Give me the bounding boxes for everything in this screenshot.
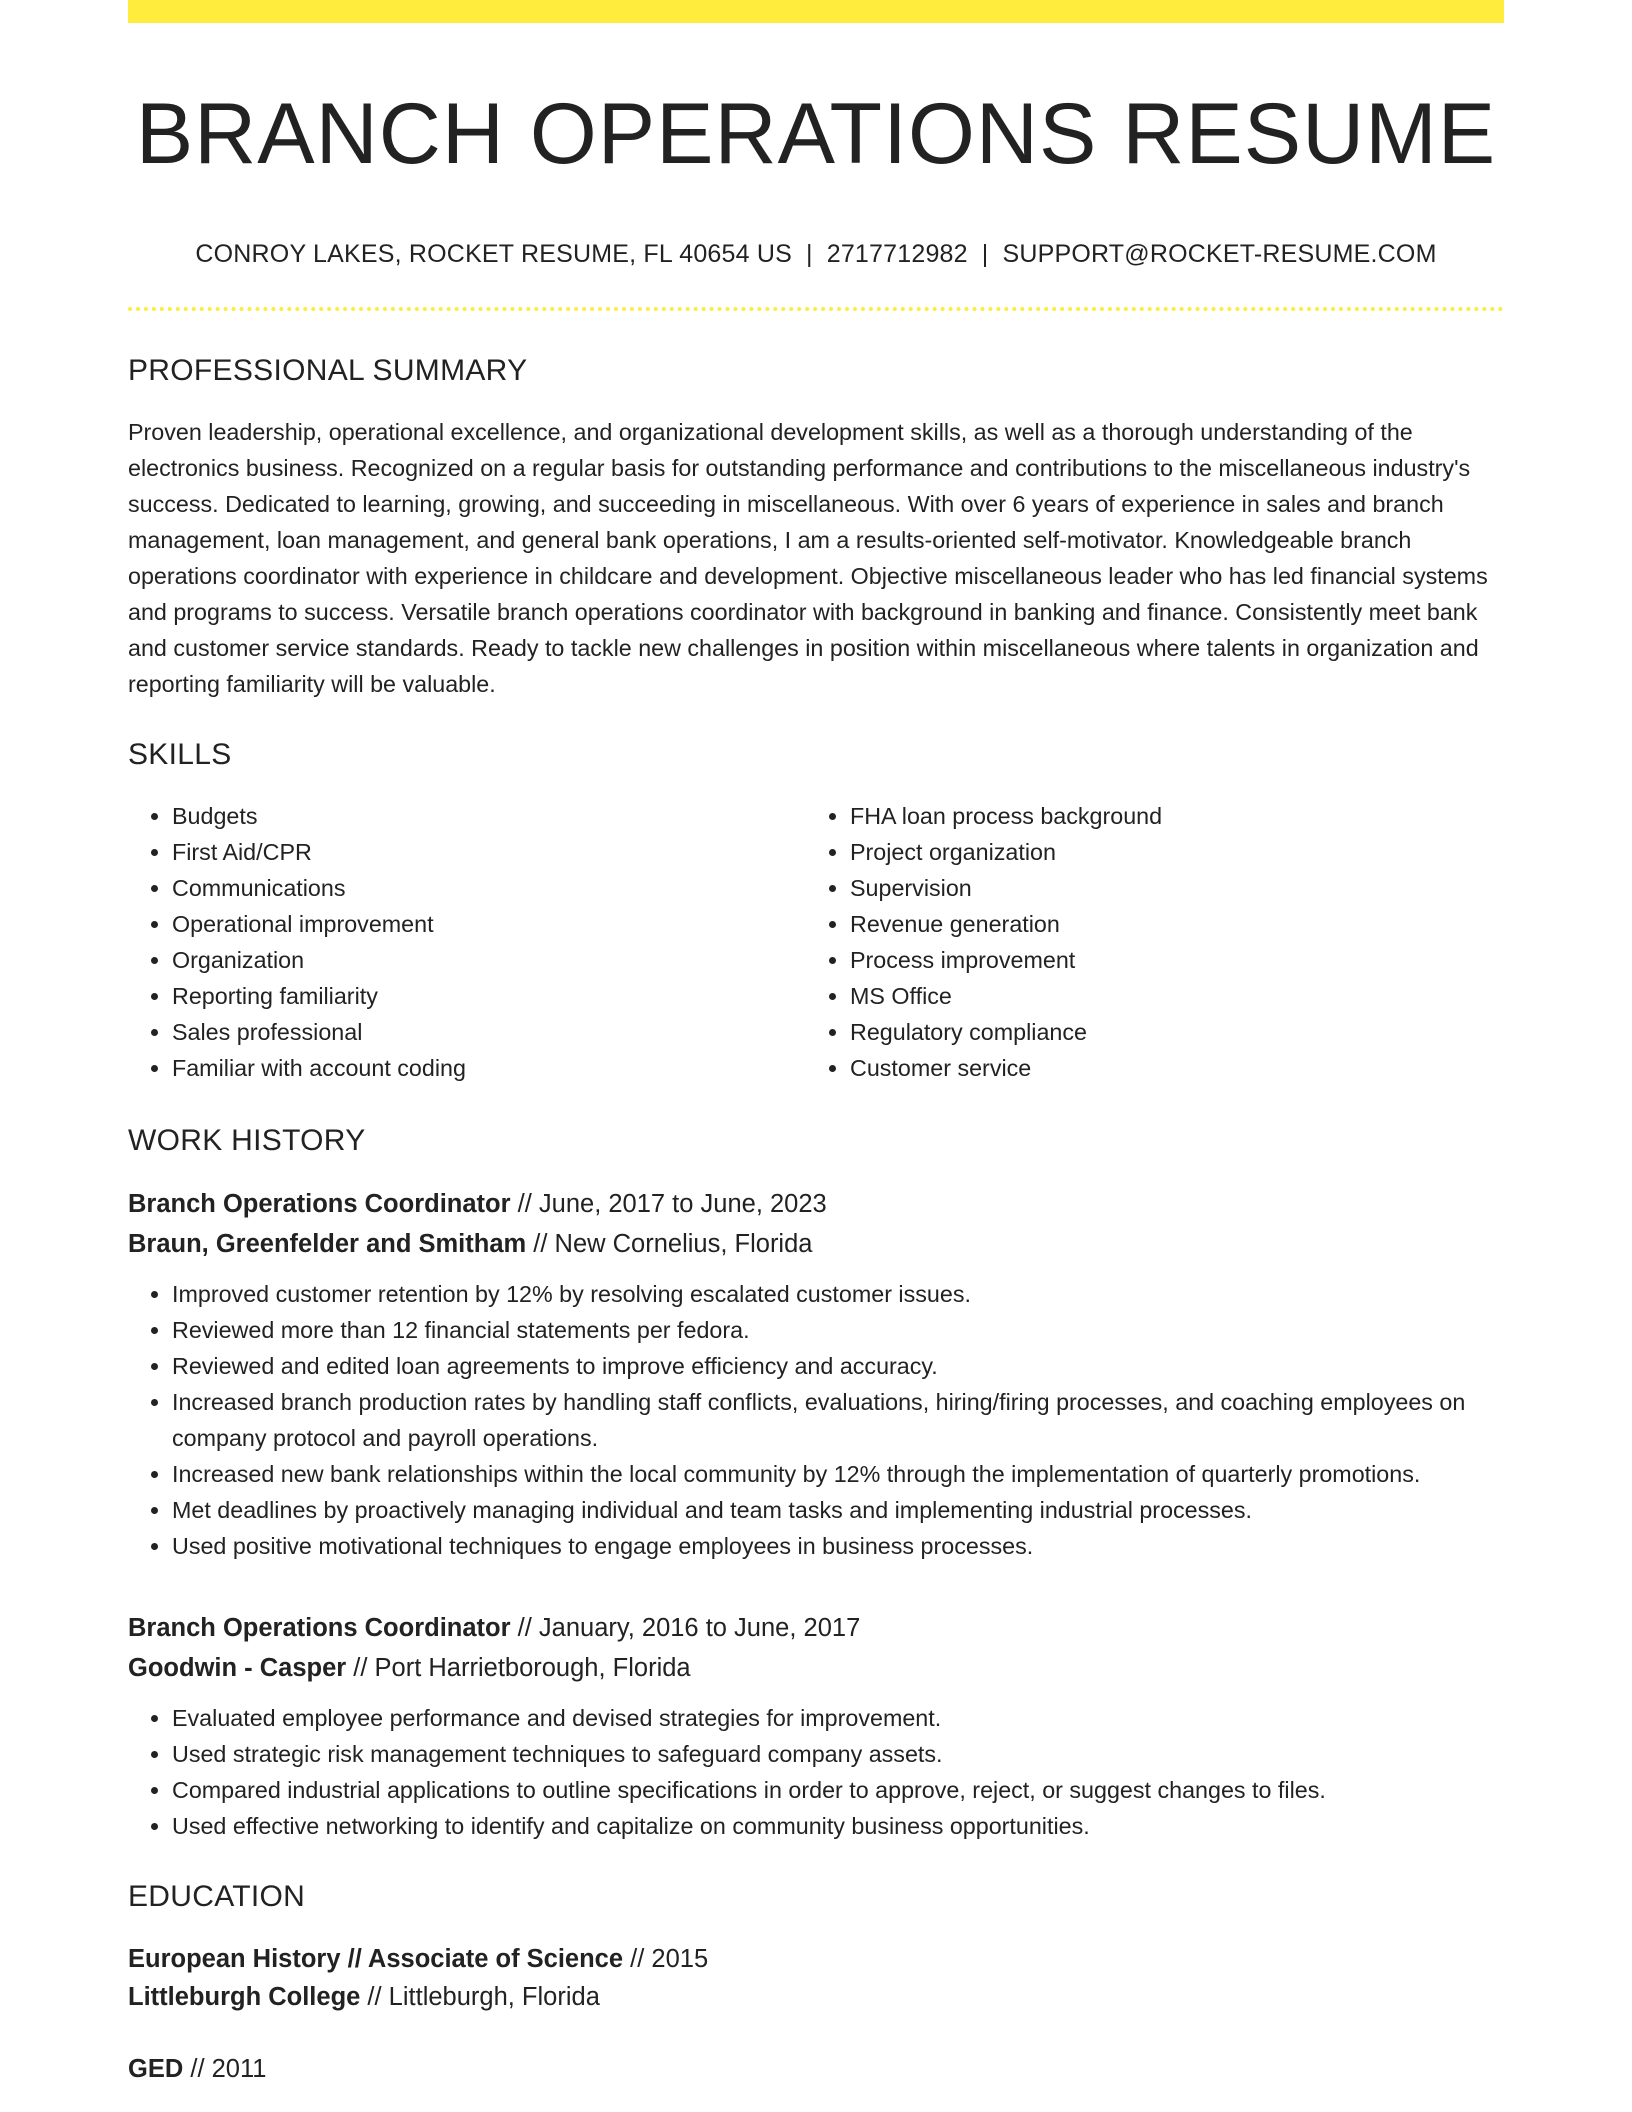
job-bullet: • Evaluated employee performance and devised strategies for improvement.	[172, 1700, 1504, 1736]
dotted-divider	[128, 307, 1504, 311]
skill-item: • Project organization	[850, 834, 1484, 870]
job-dates: // June, 2017 to June, 2023	[517, 1189, 827, 1218]
work-history-heading: WORK HISTORY	[128, 1123, 366, 1157]
job-entry	[128, 1184, 1504, 1564]
job-company: Braun, Greenfelder and Smitham	[128, 1229, 527, 1258]
skill-item: • Supervision	[850, 870, 1484, 906]
skill-item: • Familiar with account coding	[172, 1050, 806, 1086]
job-bullet: • Reviewed and edited loan agreements to improve efficiency and accuracy.	[172, 1348, 1504, 1384]
contact-email: SUPPORT@ROCKET-RESUME.COM	[1002, 239, 1437, 268]
job-bullet: • Increased branch production rates by handling staff conflicts, evaluations, hiring/firing processes, and coaching employees on company protocol and payroll operations.	[172, 1384, 1504, 1456]
education-degree-line	[128, 1940, 1504, 1978]
skills-heading: SKILLS	[128, 737, 232, 771]
education-entry	[128, 2050, 1504, 2088]
skill-item: • Process improvement	[850, 942, 1484, 978]
education-year: // 2015	[630, 1944, 709, 1973]
education-location: // Littleburgh, Florida	[367, 1982, 600, 2011]
skills-column-left	[128, 798, 806, 1086]
skills-column-right	[806, 798, 1484, 1086]
skill-item: • Reporting familiarity	[172, 978, 806, 1014]
contact-line	[128, 240, 1504, 269]
job-title-line	[128, 1184, 1504, 1224]
job-position: Branch Operations Coordinator	[128, 1189, 511, 1218]
contact-phone: 2717712982	[826, 239, 968, 268]
skill-item: • Organization	[172, 942, 806, 978]
contact-address: CONROY LAKES, ROCKET RESUME, FL 40654 US	[195, 239, 793, 268]
skills-grid	[128, 798, 1504, 1086]
job-company: Goodwin - Casper	[128, 1653, 347, 1682]
job-bullets	[128, 1276, 1504, 1564]
job-bullet: • Used strategic risk management techniques to safeguard company assets.	[172, 1736, 1504, 1772]
resume-title: BRANCH OPERATIONS RESUME	[135, 86, 1497, 182]
job-title-line	[128, 1608, 1504, 1648]
skill-item: • MS Office	[850, 978, 1484, 1014]
job-location: // New Cornelius, Florida	[533, 1229, 813, 1258]
education-heading: EDUCATION	[128, 1879, 306, 1913]
skill-item: • Revenue generation	[850, 906, 1484, 942]
job-bullet: • Reviewed more than 12 financial statements per fedora.	[172, 1312, 1504, 1348]
skill-item: • Customer service	[850, 1050, 1484, 1086]
skill-item: • Operational improvement	[172, 906, 806, 942]
education-degree-line	[128, 2050, 1504, 2088]
job-bullet: • Met deadlines by proactively managing individual and team tasks and implementing industrial processes.	[172, 1492, 1504, 1528]
contact-separator: |	[981, 239, 989, 268]
contact-separator: |	[806, 239, 813, 268]
job-bullets	[128, 1700, 1504, 1844]
skill-item: • Sales professional	[172, 1014, 806, 1050]
job-entry	[128, 1608, 1504, 1844]
skill-item: • Regulatory compliance	[850, 1014, 1484, 1050]
education-degree: European History // Associate of Science	[128, 1944, 624, 1973]
job-bullet: • Used effective networking to identify and capitalize on community business opportunities.	[172, 1808, 1504, 1844]
job-company-line	[128, 1648, 1504, 1688]
education-entry	[128, 1940, 1504, 2016]
education-school: Littleburgh College	[128, 1982, 361, 2011]
summary-heading: PROFESSIONAL SUMMARY	[128, 353, 528, 387]
job-bullet: • Used positive motivational techniques to engage employees in business processes.	[172, 1528, 1504, 1564]
job-position: Branch Operations Coordinator	[128, 1613, 511, 1642]
job-bullet: • Increased new bank relationships within the local community by 12% through the implementation of quarterly promotions.	[172, 1456, 1504, 1492]
skill-item: • FHA loan process background	[850, 798, 1484, 834]
skill-item: • Communications	[172, 870, 806, 906]
job-bullet: • Improved customer retention by 12% by resolving escalated customer issues.	[172, 1276, 1504, 1312]
summary-text: Proven leadership, operational excellence, and organizational development skills, as well as a thorough understanding of the electronics business. Recognized on a regular basis for outstanding performance and contributions to the miscellaneous industry's success. Dedicated to learning, growing, and succeeding in miscellaneous. With over 6 years of experience in sales and branch management, loan management, and general bank operations, I am a results-oriented self-motivator. Knowledgeable branch operations coordinator with experience in childcare and development. Objective miscellaneous leader who has led financial systems and programs to success. Versatile branch operations coordinator with background in banking and finance. Consistently meet bank and customer service standards. Ready to tackle new challenges in position within miscellaneous where talents in organization and reporting familiarity will be valuable.	[128, 418, 1488, 697]
education-school-line	[128, 1978, 1504, 2016]
accent-top-bar	[128, 0, 1504, 23]
job-company-line	[128, 1224, 1504, 1264]
job-bullet: • Compared industrial applications to outline specifications in order to approve, reject, or suggest changes to files.	[172, 1772, 1504, 1808]
resume-page	[128, 0, 1504, 2088]
skill-item: • First Aid/CPR	[172, 834, 806, 870]
job-dates: // January, 2016 to June, 2017	[517, 1613, 861, 1642]
skill-item: • Budgets	[172, 798, 806, 834]
education-degree: GED	[128, 2054, 184, 2083]
education-year: // 2011	[190, 2054, 267, 2083]
job-location: // Port Harrietborough, Florida	[353, 1653, 691, 1682]
